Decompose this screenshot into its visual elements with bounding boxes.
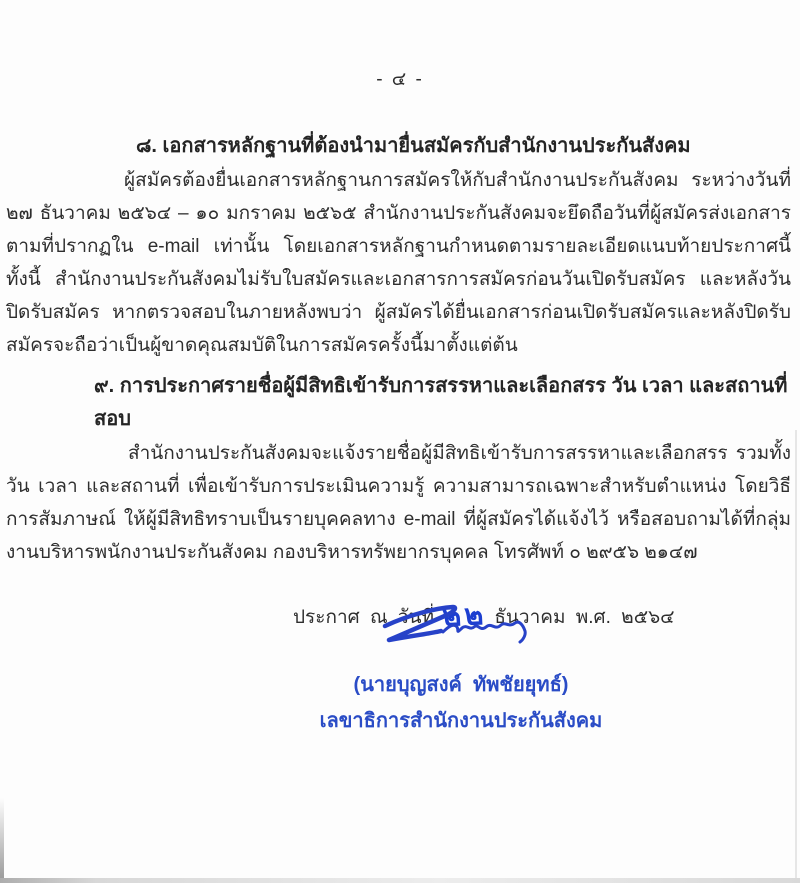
signer-name: (นายบุญสงค์ ทัพชัยยุทธ์)	[353, 674, 569, 696]
section-8-heading: ๘. เอกสารหลักฐานที่ต้องนำมายื่นสมัครกับสำนักงานประกันสังคม	[136, 135, 691, 157]
scan-edge-right	[795, 430, 797, 878]
issuance-date-suffix: ธันวาคม พ.ศ. ๒๕๖๔	[494, 607, 675, 628]
signature-icon	[371, 598, 551, 662]
handwritten-day-number: ๒๒	[441, 598, 488, 634]
page-number: - ๔ -	[376, 69, 424, 90]
section-8-paragraph: ผู้สมัครต้องยื่นเอกสารหลักฐานการสมัครให้กับสำนักงานประกันสังคม ระหว่างวันที่ ๒๗ ธันวาคม ๒๕๖๔ – ๑๐ มกราคม ๒๕๖๕ สำนักงานประกันสังคมจะยึดถือวันที่ผู้สมัครส่งเอกสารตามที่ปรากฏใน e-mail เท่านั้น โดยเอกสารหลักฐานกำหนดตามรายละเอียดแนบท้ายประกาศนี้ ทั้งนี้ สำนักงานประกันสังคมไม่รับใบสมัครและเอกสารการสมัครก่อนวันเปิดรับสมัคร และหลังวันปิดรับสมัคร หากตรวจสอบในภายหลังพบว่า ผู้สมัครได้ยื่นเอกสารก่อนเปิดรับสมัครและหลังปิดรับสมัครจะถือว่าเป็นผู้ขาดคุณสมบัติในการสมัครครั้งนี้มาตั้งแต่ต้น	[6, 170, 791, 356]
signer-title: เลขาธิการสำนักงานประกันสังคม	[319, 710, 603, 732]
scan-edge-corner	[0, 798, 4, 878]
signature-block	[308, 598, 614, 736]
section-9-heading: ๙. การประกาศรายชื่อผู้มีสิทธิเข้ารับการสรรหาและเลือกสรร วัน เวลา และสถานที่สอบ	[94, 375, 788, 430]
section-9-paragraph: สำนักงานประกันสังคมจะแจ้งรายชื่อผู้มีสิทธิเข้ารับการสรรหาและเลือกสรร รวมทั้ง วัน เวลา และสถานที่ เพื่อเข้ารับการประเมินความรู้ ความสามารถเฉพาะสำหรับตำแหน่ง โดยวิธีการสัมภาษณ์ ให้ผู้มีสิทธิทราบเป็นรายบุคคลทาง e-mail ที่ผู้สมัครได้แจ้งไว้ หรือสอบถามได้ที่กลุ่มงานบริหารพนักงานประกันสังคม กองบริหารทรัพยากรบุคคล โทรศัพท์ ๐ ๒๙๕๖ ๒๑๔๗	[6, 443, 791, 563]
issuance-date-prefix: ประกาศ ณ วันที่	[293, 607, 435, 628]
scan-edge-bottom	[0, 878, 800, 883]
